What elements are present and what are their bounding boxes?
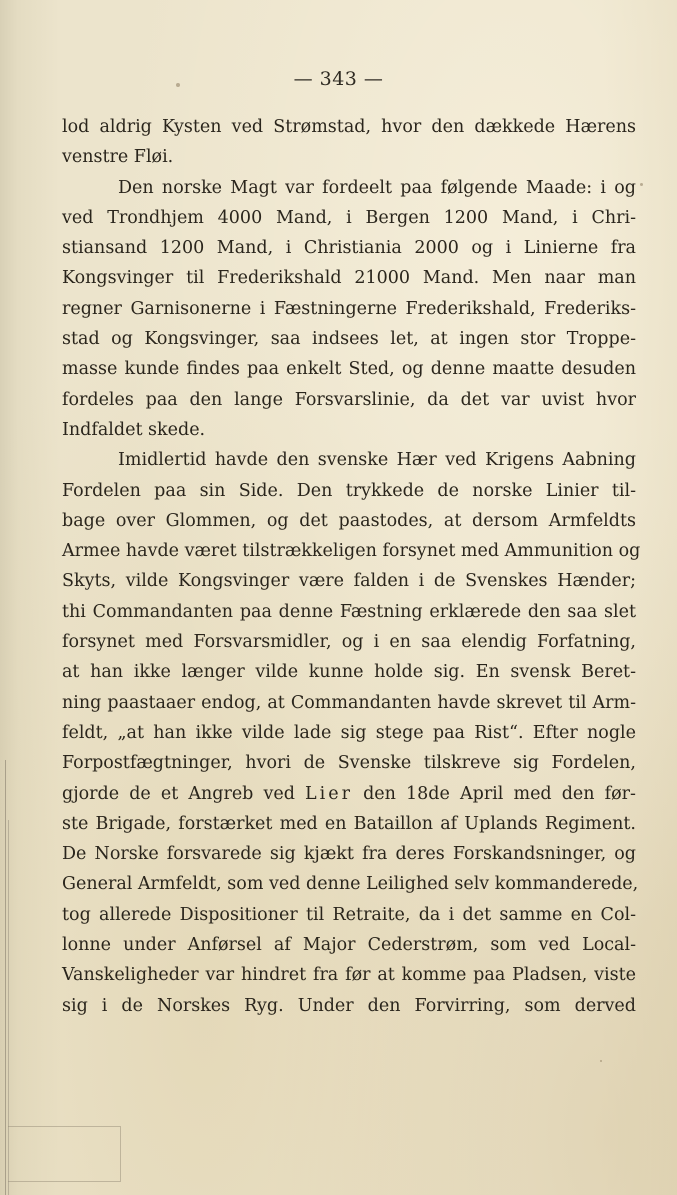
text-line: at han ikke længer vilde kunne holde sig. En svensk Beret- (62, 662, 636, 683)
text-line: stad og Kongsvinger, saa indsees let, at ingen stor Troppe- (62, 329, 636, 350)
text-line: De Norske forsvarede sig kjækt fra deres Forskandsninger, og (62, 844, 636, 865)
text-line: Kongsvinger til Frederikshald 21000 Mand. Men naar man (62, 268, 636, 289)
text-line: ning paastaaer endog, at Commandanten havde skrevet til Arm- (62, 692, 636, 713)
text-line: feldt, „at han ikke vilde lade sig stege paa Rist“. Efter nogle (62, 722, 636, 743)
text-line: sig i de Norskes Ryg. Under den Forvirring, som derved (62, 995, 636, 1016)
text-line: thi Commandanten paa denne Fæstning erklærede den saa slet (62, 601, 636, 622)
text-line: Fordelen paa sin Side. Den trykkede de norske Linier til- (62, 480, 636, 501)
text-segment: gjorde de et Angreb ved (62, 783, 295, 804)
library-stamp-outline (8, 1126, 121, 1182)
text-line: masse kunde findes paa enkelt Sted, og denne maatte desuden (62, 359, 636, 380)
text-line: ved Trondhjem 4000 Mand, i Bergen 1200 Mand, i Chri- (62, 207, 636, 228)
text-line: fordeles paa den lange Forsvarslinie, da det var uvist hvor (62, 389, 636, 410)
text-line: Indfaldet skede. (62, 419, 206, 440)
text-line: Armee havde været tilstrækkeligen forsynet med Ammunition og (62, 541, 641, 562)
text-line: stiansand 1200 Mand, i Christiania 2000 og i Linierne fra (62, 238, 636, 259)
text-line-with-spaced-name (62, 779, 636, 809)
text-segment: den 18de April med den før- (363, 783, 636, 804)
text-line: Imidlertid havde den svenske Hær ved Krigens Aabning (118, 450, 636, 471)
page-number: — 343 — (293, 68, 384, 90)
text-line: regner Garnisonerne i Fæstningerne Frederikshald, Frederiks- (62, 298, 636, 319)
text-line: Skyts, vilde Kongsvinger være falden i de Svenskes Hænder; (62, 571, 636, 592)
text-line: tog allerede Dispositioner til Retraite, da i det samme en Col- (62, 904, 636, 925)
text-line: bage over Glommen, og det paastodes, at dersom Armfeldts (62, 510, 636, 531)
text-line: lod aldrig Kysten ved Strømstad, hvor den dækkede Hærens (62, 117, 636, 137)
binding-edge-line (5, 760, 6, 1195)
paper-speck (640, 183, 643, 186)
text-line: General Armfeldt, som ved denne Leilighed selv kommanderede, (62, 874, 639, 895)
text-line: forsynet med Forsvarsmidler, og i en saa elendig Forfatning, (62, 632, 636, 653)
paper-speck (600, 1060, 602, 1062)
place-name-lier: Lier (305, 783, 353, 804)
body-text (62, 112, 641, 1021)
text-line: ste Brigade, forstærket med en Bataillon af Uplands Regiment. (62, 813, 636, 834)
text-line: venstre Fløi. (62, 147, 174, 168)
text-line: Den norske Magt var fordeelt paa følgende Maade: i og (118, 177, 636, 198)
text-line: Vanskeligheder var hindret fra før at komme paa Pladsen, viste (62, 965, 636, 986)
text-line: lonne under Anførsel af Major Cederstrøm, som ved Local- (62, 935, 636, 956)
text-line: Forpostfægtninger, hvori de Svenske tilskreve sig Fordelen, (62, 753, 636, 774)
